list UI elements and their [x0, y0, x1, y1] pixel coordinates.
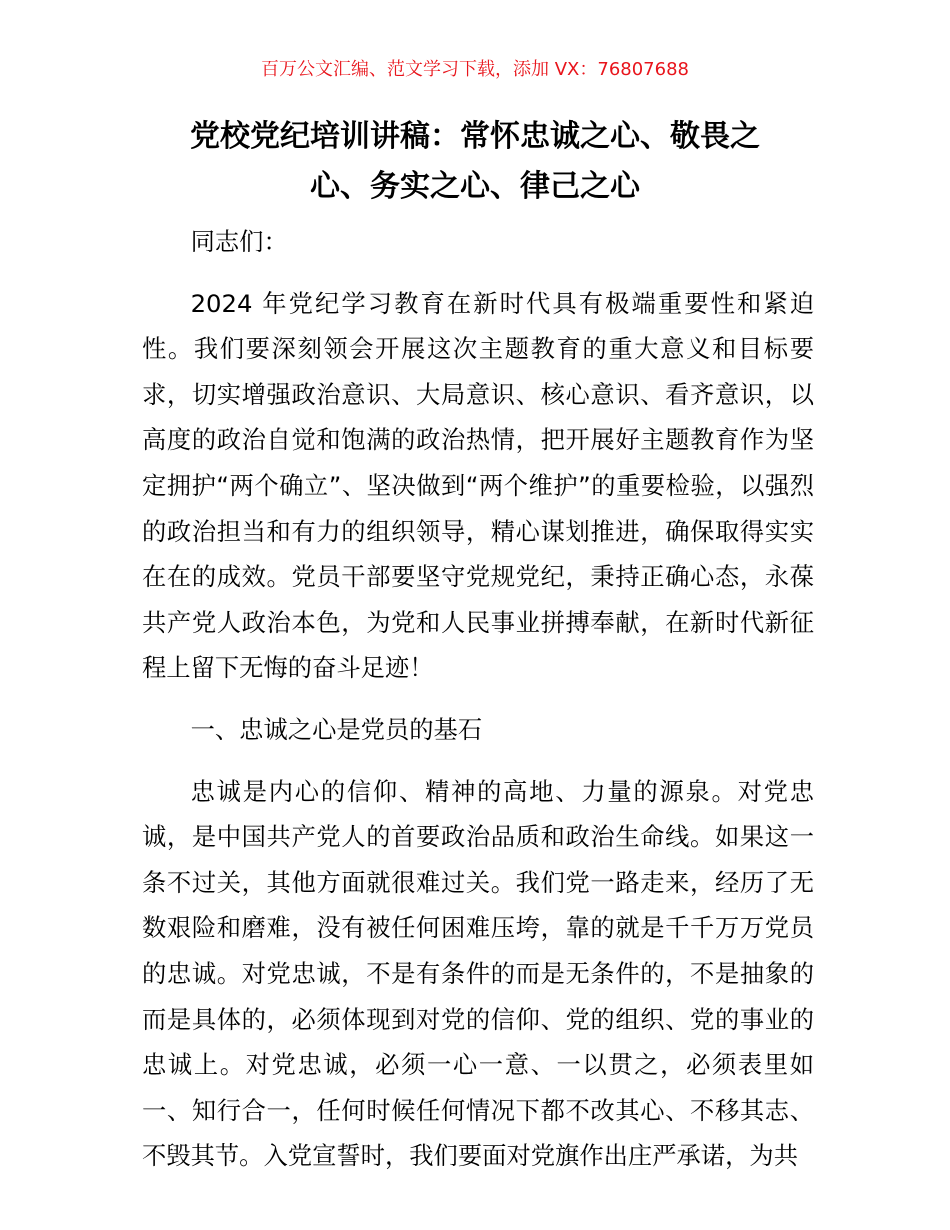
salutation: 同志们： [190, 227, 288, 256]
header-advert-note: 百万公文汇编、范文学习下载，添加 VX：76807688 [261, 59, 689, 80]
title-line-2: 心、务实之心、律己之心 [310, 169, 640, 204]
document-title [150, 112, 800, 212]
paragraph-loyalty: 忠诚是内心的信仰、精神的高地、力量的源泉。对党忠诚，是中国共产党人的首要政治品质和政治生命线。如果这一条不过关，其他方面就很难过关。我们党一路走来，经历了无数艰险和磨难，没有被任何困难压垮，靠的就是千千万万党员的忠诚。对党忠诚，不是有条件的而是无条件的，不是抽象的而是具体的，必须体现到对党的信仰、党的组织、党的事业的忠诚上。对党忠诚，必须一心一意、一以贯之，必须表里如一、知行合一，任何时候任何情况下都不改其心、不移其志、不毁其节。入党宣誓时，我们要面对党旗作出庄严承诺，为共 [142, 776, 814, 1171]
document-body [142, 219, 814, 1195]
section-heading-1: 一、忠诚之心是党员的基石 [190, 714, 483, 744]
title-line-1: 党校党纪培训讲稿：常怀忠诚之心、敬畏之 [190, 119, 760, 154]
paragraph-intro: 2024 年党纪学习教育在新时代具有极端重要性和紧迫性。我们要深刻领会开展这次主题教育的重大意义和目标要求，切实增强政治意识、大局意识、核心意识、看齐意识，以高度的政治自觉和饱满的政治热情，把开展好主题教育作为坚定拥护“两个确立”、坚决做到“两个维护”的重要检验，以强烈的政治担当和有力的组织领导，精心谋划推进，确保取得实实在在的成效。党员干部要坚守党规党纪，秉持正确心态，永葆共产党人政治本色，为党和人民事业拼搏奉献，在新时代新征程上留下无悔的奋斗足迹！ [142, 288, 814, 683]
